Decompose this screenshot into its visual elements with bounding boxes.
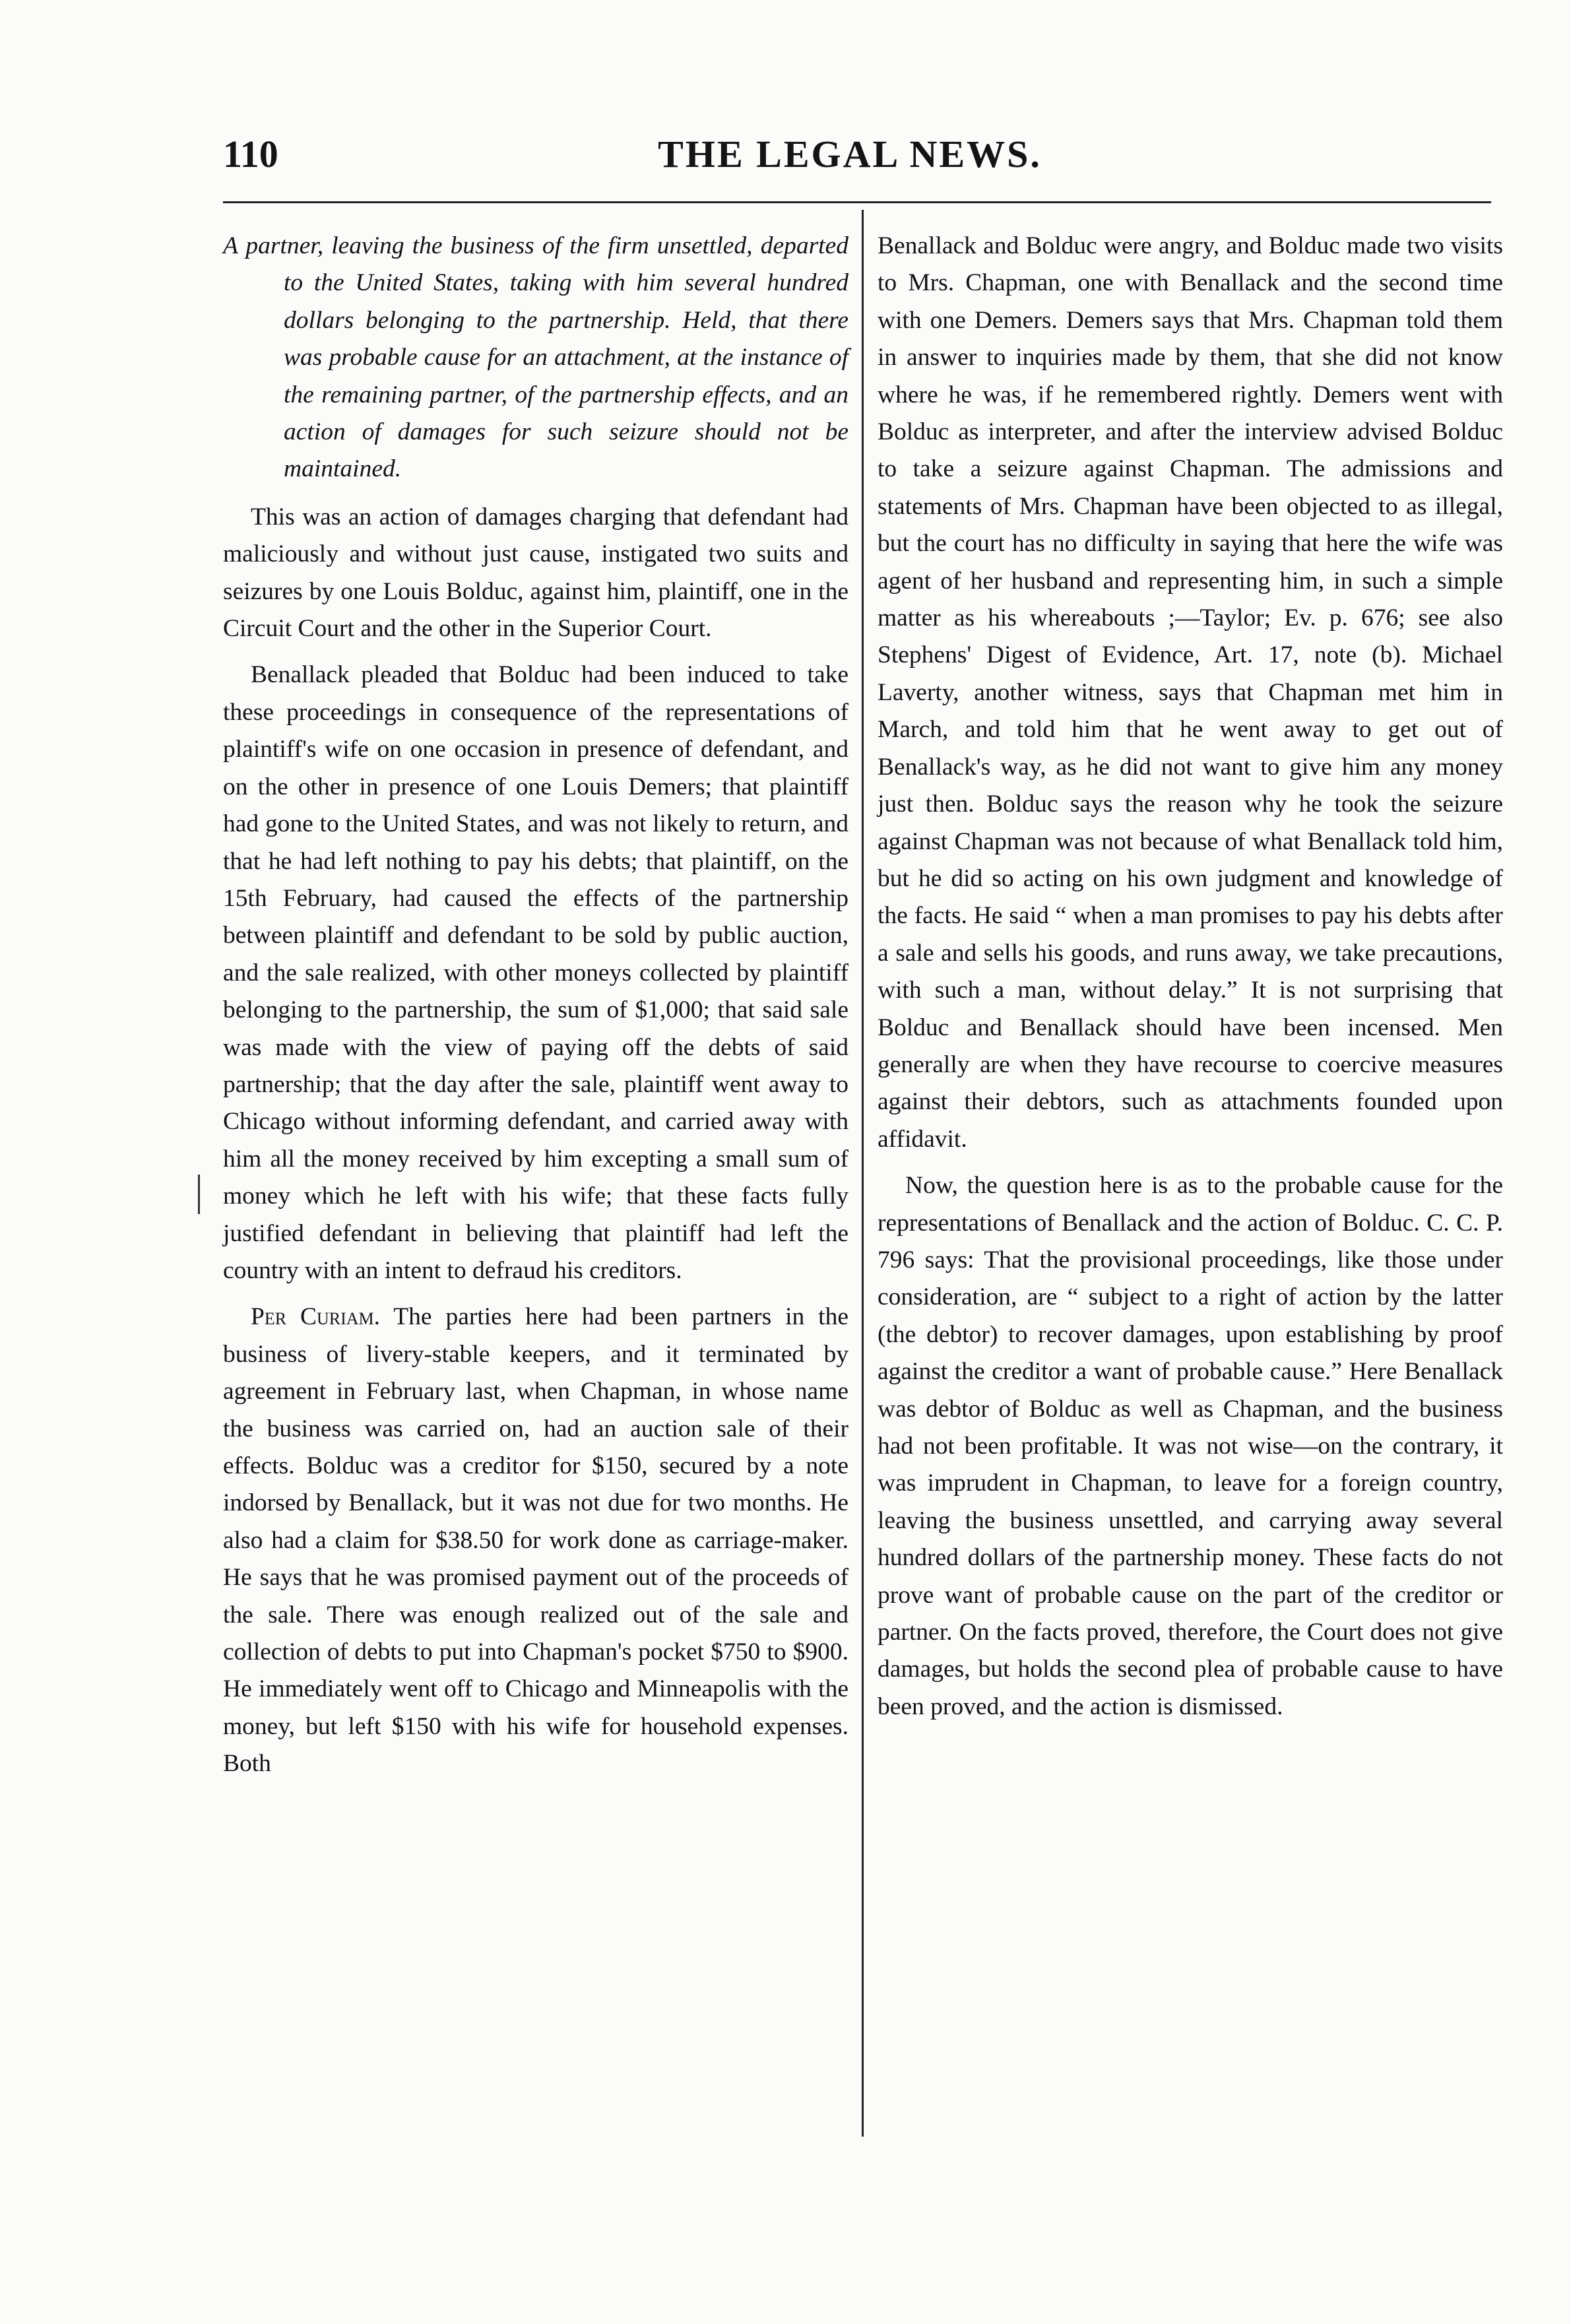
header-rule bbox=[223, 201, 1491, 203]
paragraph-per-curiam bbox=[223, 1299, 849, 1782]
page-header bbox=[223, 132, 1477, 191]
paragraph-continued: Benallack and Bolduc were angry, and Bolduc made two visits to Mrs. Chapman, one with Benallack and the second time with one Demers. Demers says that Mrs. Chapman told them in answer to inquiries made by them, that she did not know where he was, if he remembered rightly. Demers went with Bolduc as interpreter, and after the interview advised Bolduc to take a seizure against Chapman. The admissions and statements of Mrs. Chapman have been objected to as illegal, but the court has no difficulty in saying that here the wife was agent of her husband and representing him, in such a simple matter as his whereabouts ;—Taylor; Ev. p. 676; see also Stephens' Digest of Evidence, Art. 17, note (b). Michael Laverty, another witness, says that Chapman met him in March, and told him that he went away to get out of Benallack's way, as he did not want to give him any money just then. Bolduc says the reason why he took the seizure against Chapman was not because of what Benallack told him, but he did so acting on his own judgment and knowledge of the facts. He said “ when a man promises to pay his debts after a sale and sells his goods, and runs away, we take precautions, with such a man, without delay.” It is not surprising that Bolduc and Benallack should have been incensed. Men generally are when they have recourse to coercive measures against their debtors, such as attachments founded upon affidavit. bbox=[878, 232, 1503, 1153]
left-column bbox=[223, 228, 849, 1783]
paragraph: Now, the question here is as to the probable cause for the representations of Benallack and the action of Bolduc. C. C. P. 796 says: That the provisional proceedings, like those under consideration, are “ subject to a right of action by the latter (the debtor) to recover damages, upon establishing by proof against the creditor a want of probable cause.” Here Benallack was debtor of Bolduc as well as Chapman, and the business had not been profitable. It was not wise—on the contrary, it was imprudent in Chapman, to leave for a foreign country, leaving the business unsettled, and carrying away several hundred dollars of the partnership money. These facts do not prove want of probable cause on the part of the creditor or partner. On the facts proved, therefore, the Court does not give damages, but holds the second plea of probable cause to have been proved, and the action is dismissed. bbox=[878, 1172, 1503, 1720]
page-number: 110 bbox=[223, 133, 278, 176]
paragraph: This was an action of damages charging that defendant had maliciously and without just cause, instigated two suits and seizures by one Louis Bolduc, against him, plaintiff, one in the Circuit Court and the other in the Superior Court. bbox=[223, 503, 849, 643]
paragraph: Benallack pleaded that Bolduc had been induced to take these proceedings in consequence of the representations of plaintiff's wife on one occasion in presence of defendant, and on the other in presence of one Louis Demers; that plaintiff had gone to the United States, and was not likely to return, and that he had left nothing to pay his debts; that plaintiff, on the 15th February, had caused the effects of the partnership between plaintiff and defendant to be sold by public auction, and the sale realized, with other moneys collected by plaintiff belonging to the partnership, the sum of $1,000; that said sale was made with the view of paying off the debts of said partnership; that the day after the sale, plaintiff went away to Chicago without informing defendant, and carried away with him all the money received by him excepting a small sum of money which he left with his wife; that these facts fully justified defendant in believing that plaintiff had left the country with an intent to defraud his creditors. bbox=[223, 661, 849, 1284]
per-curiam-lead: Per Curiam. bbox=[251, 1303, 381, 1331]
right-column bbox=[878, 228, 1503, 1726]
per-curiam-body: The parties here had been partners in the business of livery-stable keepers, and it terminated by agreement in February last, when Chapman, in whose name the business was carried on, had an auction sale of their effects. Bolduc was a creditor for $150, secured by a note indorsed by Benallack, but it was not due for two months. He also had a claim for $38.50 for work done as carriage-maker. He says that he was promised payment out of the proceeds of the sale. There was enough realized out of the sale and collection of debts to put into Chapman's pocket $750 to $900. He immediately went off to Chicago and Minneapolis with the money, but left $150 with his wife for household expenses. Both bbox=[223, 1303, 849, 1778]
column-divider bbox=[862, 210, 864, 2137]
margin-mark bbox=[198, 1175, 200, 1214]
headnote: A partner, leaving the business of the firm unsettled, departed to the United States, taking with him several hundred dollars belonging to the partnership. Held, that there was probable cause for an attachment, at the instance of the remaining partner, of the partnership effects, and an action of damages for such seizure should not be maintained. bbox=[223, 232, 849, 483]
running-title: THE LEGAL NEWS. bbox=[658, 133, 1042, 176]
